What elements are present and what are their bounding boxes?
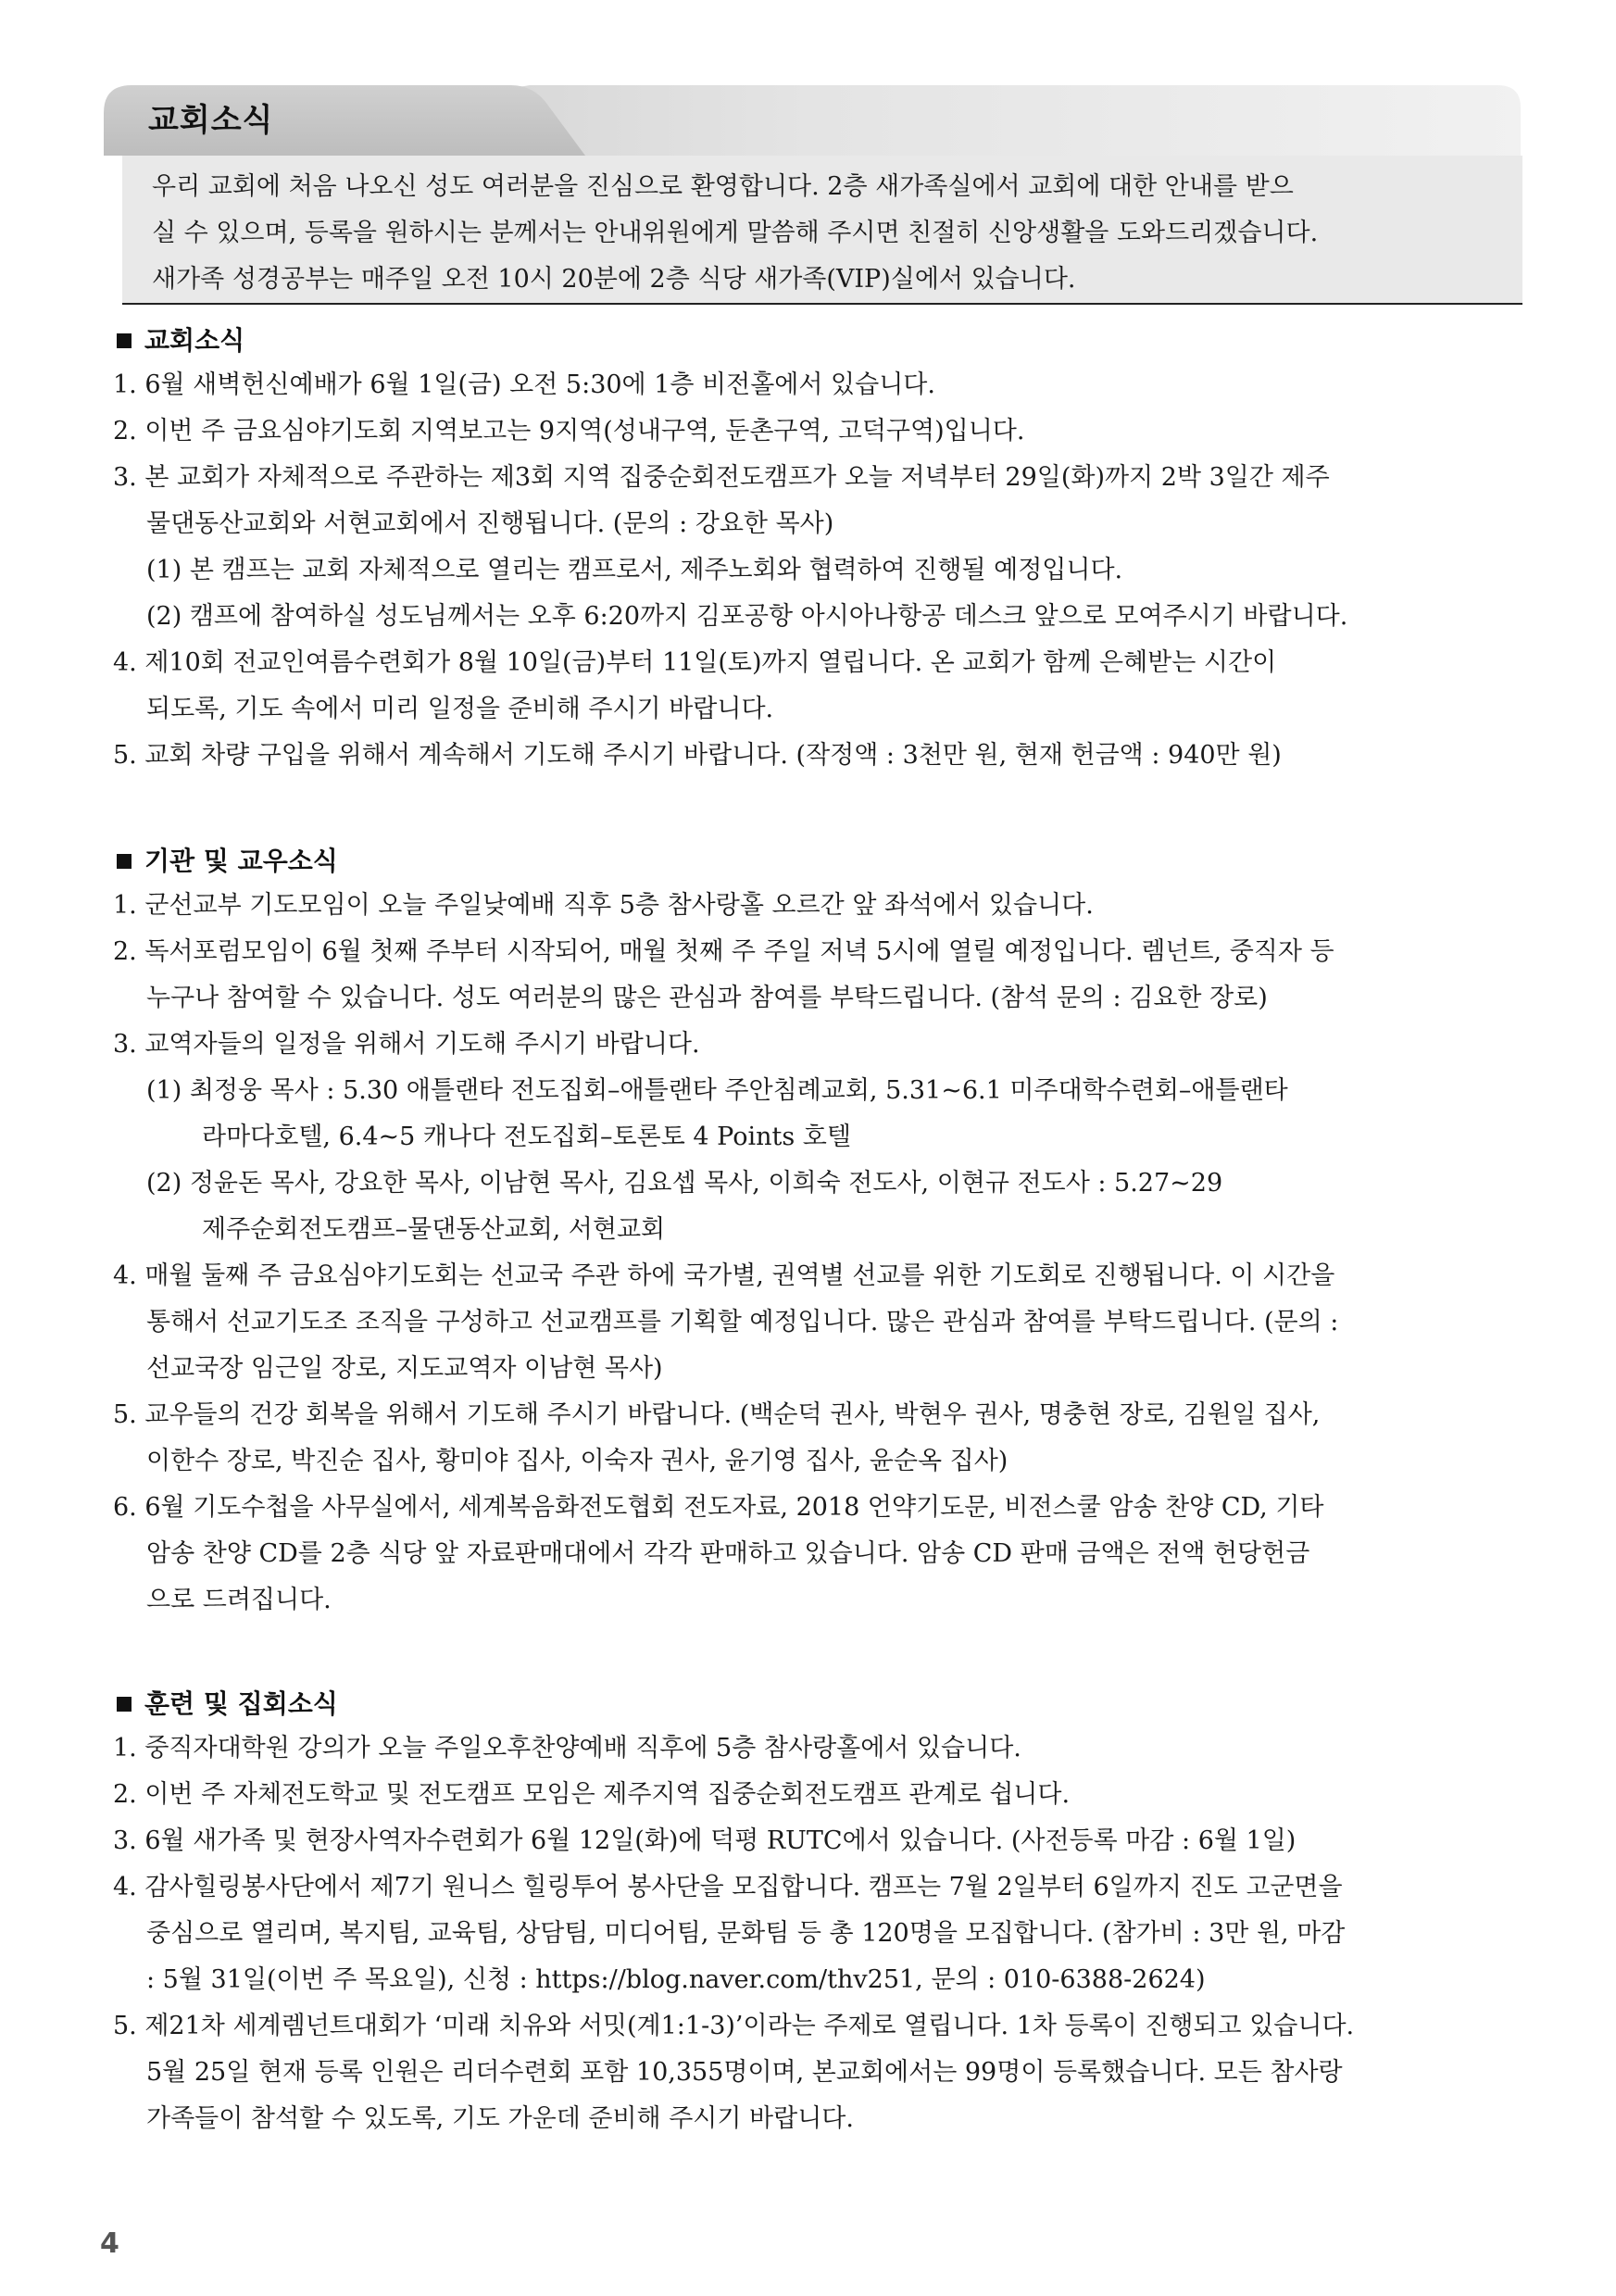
list-item-continued: 되도록, 기도 속에서 미리 일정을 준비해 주시기 바랍니다. — [146, 695, 774, 723]
page-number: 4 — [100, 2227, 119, 2260]
section-heading-training — [117, 1686, 338, 1723]
list-item: 4. 제10회 전교인여름수련회가 8월 10일(금)부터 11일(토)까지 열립니다. 온 교회가 함께 은혜받는 시간이 — [113, 648, 1277, 677]
list-item: 5. 교우들의 건강 회복을 위해서 기도해 주시기 바랍니다. (백순덕 권사, 박현우 권사, 명충현 장로, 김원일 집사, — [113, 1400, 1321, 1429]
list-item-continued: : 5월 31일(이번 주 목요일), 신청 : https://blog.naver.com/thv251, 문의 : 010-6388-2624) — [146, 1965, 1206, 1994]
welcome-line: 새가족 성경공부는 매주일 오전 10시 20분에 2층 식당 새가족(VIP)실에서 있습니다. — [152, 265, 1076, 294]
header-tab-shape — [104, 85, 1521, 156]
list-item-continued: 선교국장 임근일 장로, 지도교역자 이남현 목사) — [146, 1354, 663, 1383]
list-item: 3. 교역자들의 일정을 위해서 기도해 주시기 바랍니다. — [113, 1030, 700, 1059]
section-heading-org — [117, 843, 338, 880]
square-bullet-icon — [117, 1697, 132, 1712]
list-item: 2. 이번 주 자체전도학교 및 전도캠프 모임은 제주지역 집중순회전도캠프 관계로 쉽니다. — [113, 1780, 1071, 1809]
list-item-continued: 으로 드려집니다. — [146, 1586, 332, 1614]
list-item-continued: 물댄동산교회와 서현교회에서 진행됩니다. (문의 : 강요한 목사) — [146, 509, 834, 538]
list-item: 6. 6월 기도수첩을 사무실에서, 세계복음화전도협회 전도자료, 2018 언약기도문, 비전스쿨 암송 찬양 CD, 기타 — [113, 1493, 1324, 1522]
section-title: 기관 및 교우소식 — [144, 846, 338, 876]
sub-item-continued: 제주순회전도캠프–물댄동산교회, 서현교회 — [202, 1215, 666, 1244]
welcome-box — [122, 156, 1522, 305]
list-item-continued: 이한수 장로, 박진순 집사, 황미야 집사, 이숙자 권사, 윤기영 집사, 윤순옥 집사) — [146, 1447, 1008, 1475]
list-item: 2. 이번 주 금요심야기도회 지역보고는 9지역(성내구역, 둔촌구역, 고덕구역)입니다. — [113, 417, 1025, 445]
welcome-line: 우리 교회에 처음 나오신 성도 여러분을 진심으로 환영합니다. 2층 새가족실에서 교회에 대한 안내를 받으 — [152, 172, 1294, 201]
square-bullet-icon — [117, 333, 132, 348]
sub-item-continued: 라마다호텔, 6.4~5 캐나다 전도집회–토론토 4 Points 호텔 — [202, 1123, 851, 1151]
header-tab — [104, 85, 1521, 156]
sub-item: (1) 본 캠프는 교회 자체적으로 열리는 캠프로서, 제주노회와 협력하여 진행될 예정입니다. — [146, 556, 1123, 584]
square-bullet-icon — [117, 854, 132, 869]
list-item: 1. 중직자대학원 강의가 오늘 주일오후찬양예배 직후에 5층 참사랑홀에서 있습니다. — [113, 1734, 1021, 1763]
list-item: 3. 본 교회가 자체적으로 주관하는 제3회 지역 집중순회전도캠프가 오늘 저녁부터 29일(화)까지 2박 3일간 제주 — [113, 463, 1330, 492]
sub-item: (1) 최정웅 목사 : 5.30 애틀랜타 전도집회–애틀랜타 주안침례교회, 5.31~6.1 미주대학수련회–애틀랜타 — [146, 1076, 1288, 1105]
sub-item: (2) 캠프에 참여하실 성도님께서는 오후 6:20까지 김포공항 아시아나항공 데스크 앞으로 모여주시기 바랍니다. — [146, 602, 1348, 631]
list-item: 4. 감사힐링봉사단에서 제7기 원니스 힐링투어 봉사단을 모집합니다. 캠프는 7월 2일부터 6일까지 진도 고군면을 — [113, 1873, 1343, 1901]
welcome-line: 실 수 있으며, 등록을 원하시는 분께서는 안내위원에게 말씀해 주시면 친절히 신앙생활을 도와드리겠습니다. — [152, 219, 1319, 247]
section-heading-church — [117, 322, 244, 359]
section-title: 교회소식 — [144, 325, 245, 356]
sub-item: (2) 정윤돈 목사, 강요한 목사, 이남현 목사, 김요셉 목사, 이희숙 전도사, 이현규 전도사 : 5.27~29 — [146, 1169, 1223, 1198]
list-item-continued: 통해서 선교기도조 조직을 구성하고 선교캠프를 기획할 예정입니다. 많은 관심과 참여를 부탁드립니다. (문의 : — [146, 1308, 1339, 1336]
list-item: 2. 독서포럼모임이 6월 첫째 주부터 시작되어, 매월 첫째 주 주일 저녁 5시에 열릴 예정입니다. 렘넌트, 중직자 등 — [113, 937, 1334, 966]
list-item-continued: 누구나 참여할 수 있습니다. 성도 여러분의 많은 관심과 참여를 부탁드립니다. (참석 문의 : 김요한 장로) — [146, 984, 1268, 1012]
list-item-continued: 암송 찬양 CD를 2층 식당 앞 자료판매대에서 각각 판매하고 있습니다. 암송 CD 판매 금액은 전액 헌당헌금 — [146, 1539, 1310, 1568]
list-item: 4. 매월 둘째 주 금요심야기도회는 선교국 주관 하에 국가별, 권역별 선교를 위한 기도회로 진행됩니다. 이 시간을 — [113, 1261, 1335, 1290]
list-item-continued: 가족들이 참석할 수 있도록, 기도 가운데 준비해 주시기 바랍니다. — [146, 2104, 854, 2133]
list-item: 5. 제21차 세계렘넌트대회가 ‘미래 치유와 서밋(계1:1-3)’이라는 주제로 열립니다. 1차 등록이 진행되고 있습니다. — [113, 2012, 1355, 2040]
page-title: 교회소식 — [148, 102, 274, 139]
list-item-continued: 5월 25일 현재 등록 인원은 리더수련회 포함 10,355명이며, 본교회에서는 99명이 등록했습니다. 모든 참사랑 — [146, 2058, 1343, 2087]
list-item: 5. 교회 차량 구입을 위해서 계속해서 기도해 주시기 바랍니다. (작정액 : 3천만 원, 현재 헌금액 : 940만 원) — [113, 741, 1282, 770]
list-item: 3. 6월 새가족 및 현장사역자수련회가 6월 12일(화)에 덕평 RUTC에서 있습니다. (사전등록 마감 : 6월 1일) — [113, 1826, 1297, 1855]
list-item: 1. 6월 새벽헌신예배가 6월 1일(금) 오전 5:30에 1층 비전홀에서 있습니다. — [113, 370, 935, 399]
section-title: 훈련 및 집회소식 — [144, 1688, 338, 1719]
list-item: 1. 군선교부 기도모임이 오늘 주일낮예배 직후 5층 참사랑홀 오르간 앞 좌석에서 있습니다. — [113, 891, 1094, 920]
list-item-continued: 중심으로 열리며, 복지팀, 교육팀, 상담팀, 미디어팀, 문화팀 등 총 120명을 모집합니다. (참가비 : 3만 원, 마감 — [146, 1919, 1346, 1948]
